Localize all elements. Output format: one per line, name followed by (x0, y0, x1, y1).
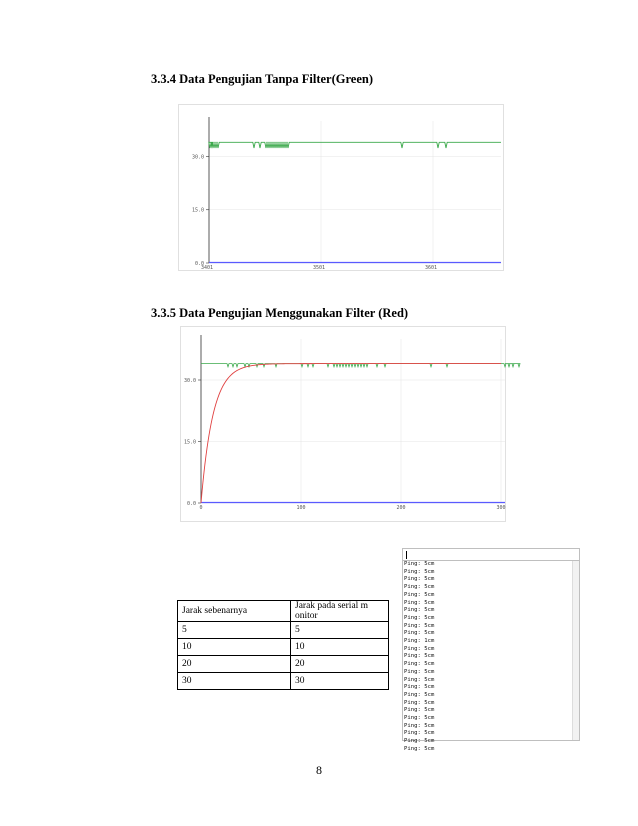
table-cell: 5 (291, 622, 389, 639)
x-tick-label: 300 (496, 505, 506, 511)
table-row (178, 656, 389, 673)
serial-line: Ping: 5cm (404, 599, 435, 606)
x-tick-label: 3501 (312, 265, 326, 271)
y-tick-label: 0.0 (186, 500, 196, 507)
y-tick-label: 30.0 (191, 154, 204, 161)
serial-line: Ping: 5cm (404, 614, 435, 621)
serial-line: Ping: 5cm (404, 568, 435, 575)
text-caret (406, 551, 407, 559)
serial-line: Ping: 5cm (404, 745, 435, 752)
serial-line: Ping: 5cm (404, 676, 435, 683)
serial-line: Ping: 5cm (404, 730, 435, 737)
x-tick-label: 3601 (424, 265, 438, 271)
x-tick-label: 200 (396, 505, 406, 511)
serial-line: Ping: 5cm (404, 707, 435, 714)
serial-line: Ping: 5cm (404, 653, 435, 660)
table-header-serial: Jarak pada serial m onitor (291, 601, 389, 622)
serial-line: Ping: 5cm (404, 622, 435, 629)
chart-without-filter-svg (179, 105, 505, 272)
table-cell: 30 (178, 673, 291, 690)
series-green-line (209, 142, 501, 148)
table-cell: 20 (178, 656, 291, 673)
section-heading-red: 3.3.5 Data Pengujian Menggunakan Filter (Red) (151, 306, 409, 320)
serial-output (403, 561, 579, 754)
serial-line: Ping: 5cm (404, 668, 435, 675)
table-cell: 30 (291, 673, 389, 690)
serial-line: Ping: 5cm (404, 645, 435, 652)
serial-line: Ping: 5cm (404, 699, 435, 706)
y-tick-label: 15.0 (183, 439, 196, 446)
x-tick-label: 0 (199, 505, 203, 511)
serial-line: Ping: 5cm (404, 691, 435, 698)
serial-input-field[interactable] (403, 549, 579, 561)
table-cell: 20 (291, 656, 389, 673)
serial-line: Ping: 5cm (404, 630, 435, 637)
serial-line: Ping: 5cm (404, 561, 435, 567)
y-tick-label: 0.0 (194, 260, 204, 267)
serial-line: Ping: 5cm (404, 591, 435, 598)
serial-line: Ping: 5cm (404, 576, 435, 583)
table-row (178, 622, 389, 639)
series-red-line (201, 364, 501, 503)
table-header-actual: Jarak sebenarnya (178, 601, 291, 622)
serial-line: Ping: 5cm (404, 722, 435, 729)
table-cell: 10 (291, 639, 389, 656)
table-cell: 10 (178, 639, 291, 656)
serial-scrollbar[interactable] (572, 561, 579, 740)
table-cell: 5 (178, 622, 291, 639)
serial-line: Ping: 1cm (404, 638, 435, 645)
distance-table (177, 600, 389, 690)
chart-with-filter-svg (181, 327, 507, 523)
table-header-row (178, 601, 389, 622)
page-number: 8 (316, 763, 322, 777)
x-tick-label: 100 (296, 505, 306, 511)
y-tick-label: 15.0 (191, 207, 204, 214)
serial-line: Ping: 5cm (404, 715, 435, 722)
serial-line: Ping: 5cm (404, 684, 435, 691)
x-tick-label: 3401 (200, 265, 214, 271)
serial-line: Ping: 5cm (404, 607, 435, 614)
serial-line: Ping: 5cm (404, 661, 435, 668)
table-row (178, 673, 389, 690)
y-tick-label: 30.0 (183, 377, 196, 384)
serial-line: Ping: 5cm (404, 738, 435, 745)
chart-with-filter (180, 326, 506, 522)
section-heading-green: 3.3.4 Data Pengujian Tanpa Filter(Green) (151, 72, 373, 86)
chart-without-filter (178, 104, 504, 271)
table-row (178, 639, 389, 656)
serial-line: Ping: 5cm (404, 584, 435, 591)
serial-monitor (402, 548, 580, 752)
